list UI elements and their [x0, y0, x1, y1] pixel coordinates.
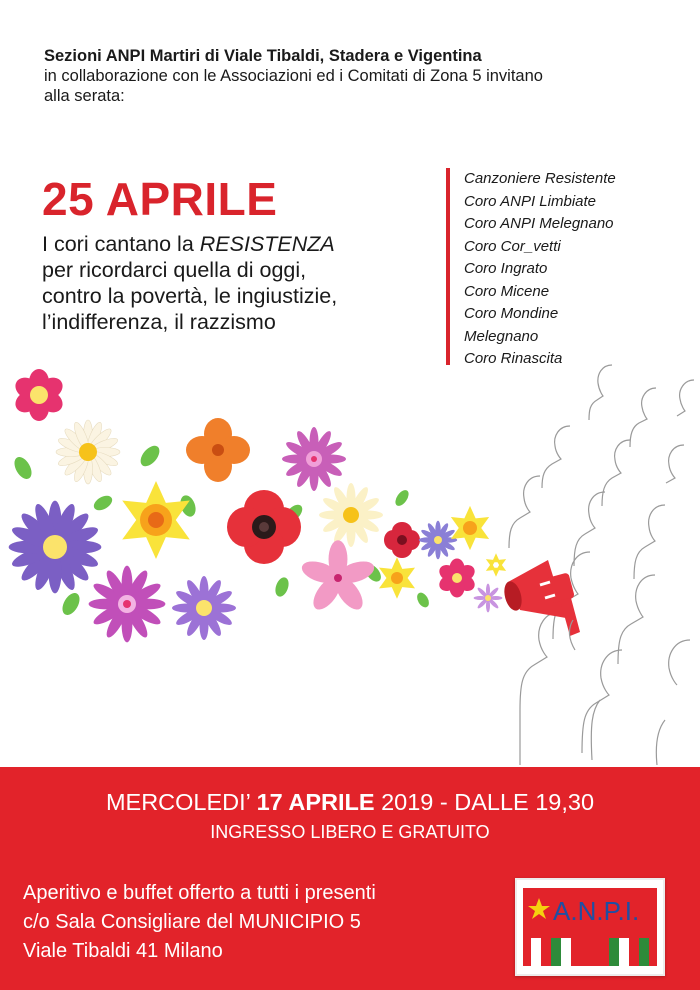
- anpi-logo: [515, 878, 665, 976]
- choir-list: [446, 168, 616, 365]
- venue-line3: Viale Tibaldi 41 Milano: [23, 940, 223, 962]
- event-title: 25 APRILE: [42, 173, 278, 225]
- event-date-bold: 17 APRILE: [256, 789, 375, 815]
- choir-item: Canzoniere Resistente: [464, 170, 616, 187]
- choir-item: Coro ANPI Melegnano: [464, 215, 614, 232]
- event-time: 2019 - DALLE 19,30: [381, 789, 595, 815]
- invitation-header: [44, 46, 543, 106]
- choir-item: Coro Rinascita: [464, 350, 563, 367]
- choir-item: Coro ANPI Limbiate: [464, 192, 596, 210]
- subtitle-line2: per ricordarci quella di oggi,: [42, 258, 307, 282]
- invitation-text: alla serata:: [44, 87, 125, 105]
- choir-item: Coro Micene: [464, 282, 550, 300]
- choir-item: Coro Cor_vetti: [464, 237, 561, 255]
- megaphone-icon: [501, 560, 580, 650]
- event-date: [0, 789, 700, 816]
- choir-item: Melegnano: [464, 327, 539, 345]
- choir-item: Coro Mondine: [464, 305, 559, 322]
- logo-text: A.N.P.I.: [553, 896, 640, 926]
- venue-line2: c/o Sala Consigliare del MUNICIPIO 5: [23, 911, 361, 933]
- subtitle-line3: contro la povertà, le ingiustizie,: [42, 284, 338, 308]
- crowd-silhouettes: [509, 365, 694, 765]
- subtitle-line4: l’indifferenza, il razzismo: [42, 310, 276, 334]
- subtitle-line1-prefix: I cori cantano la: [42, 232, 200, 256]
- venue-line1: Aperitivo e buffet offerto a tutti i presenti: [23, 882, 376, 904]
- choir-item: Coro Ingrato: [464, 260, 548, 277]
- organizer-name: Sezioni ANPI Martiri di Viale Tibaldi, Stadera e Vigentina: [44, 47, 482, 65]
- subtitle-line1-italic: RESISTENZA: [199, 232, 335, 256]
- collaboration-text: in collaborazione con le Associazioni ed i Comitati di Zona 5 invitano: [44, 67, 543, 85]
- flower-illustration: [0, 355, 700, 765]
- free-entry-text: INGRESSO LIBERO E GRATUITO: [210, 822, 490, 842]
- event-subtitle: [42, 231, 337, 335]
- event-day: MERCOLEDI’: [105, 789, 251, 815]
- event-details-band: [0, 767, 700, 990]
- venue-info: [23, 879, 376, 966]
